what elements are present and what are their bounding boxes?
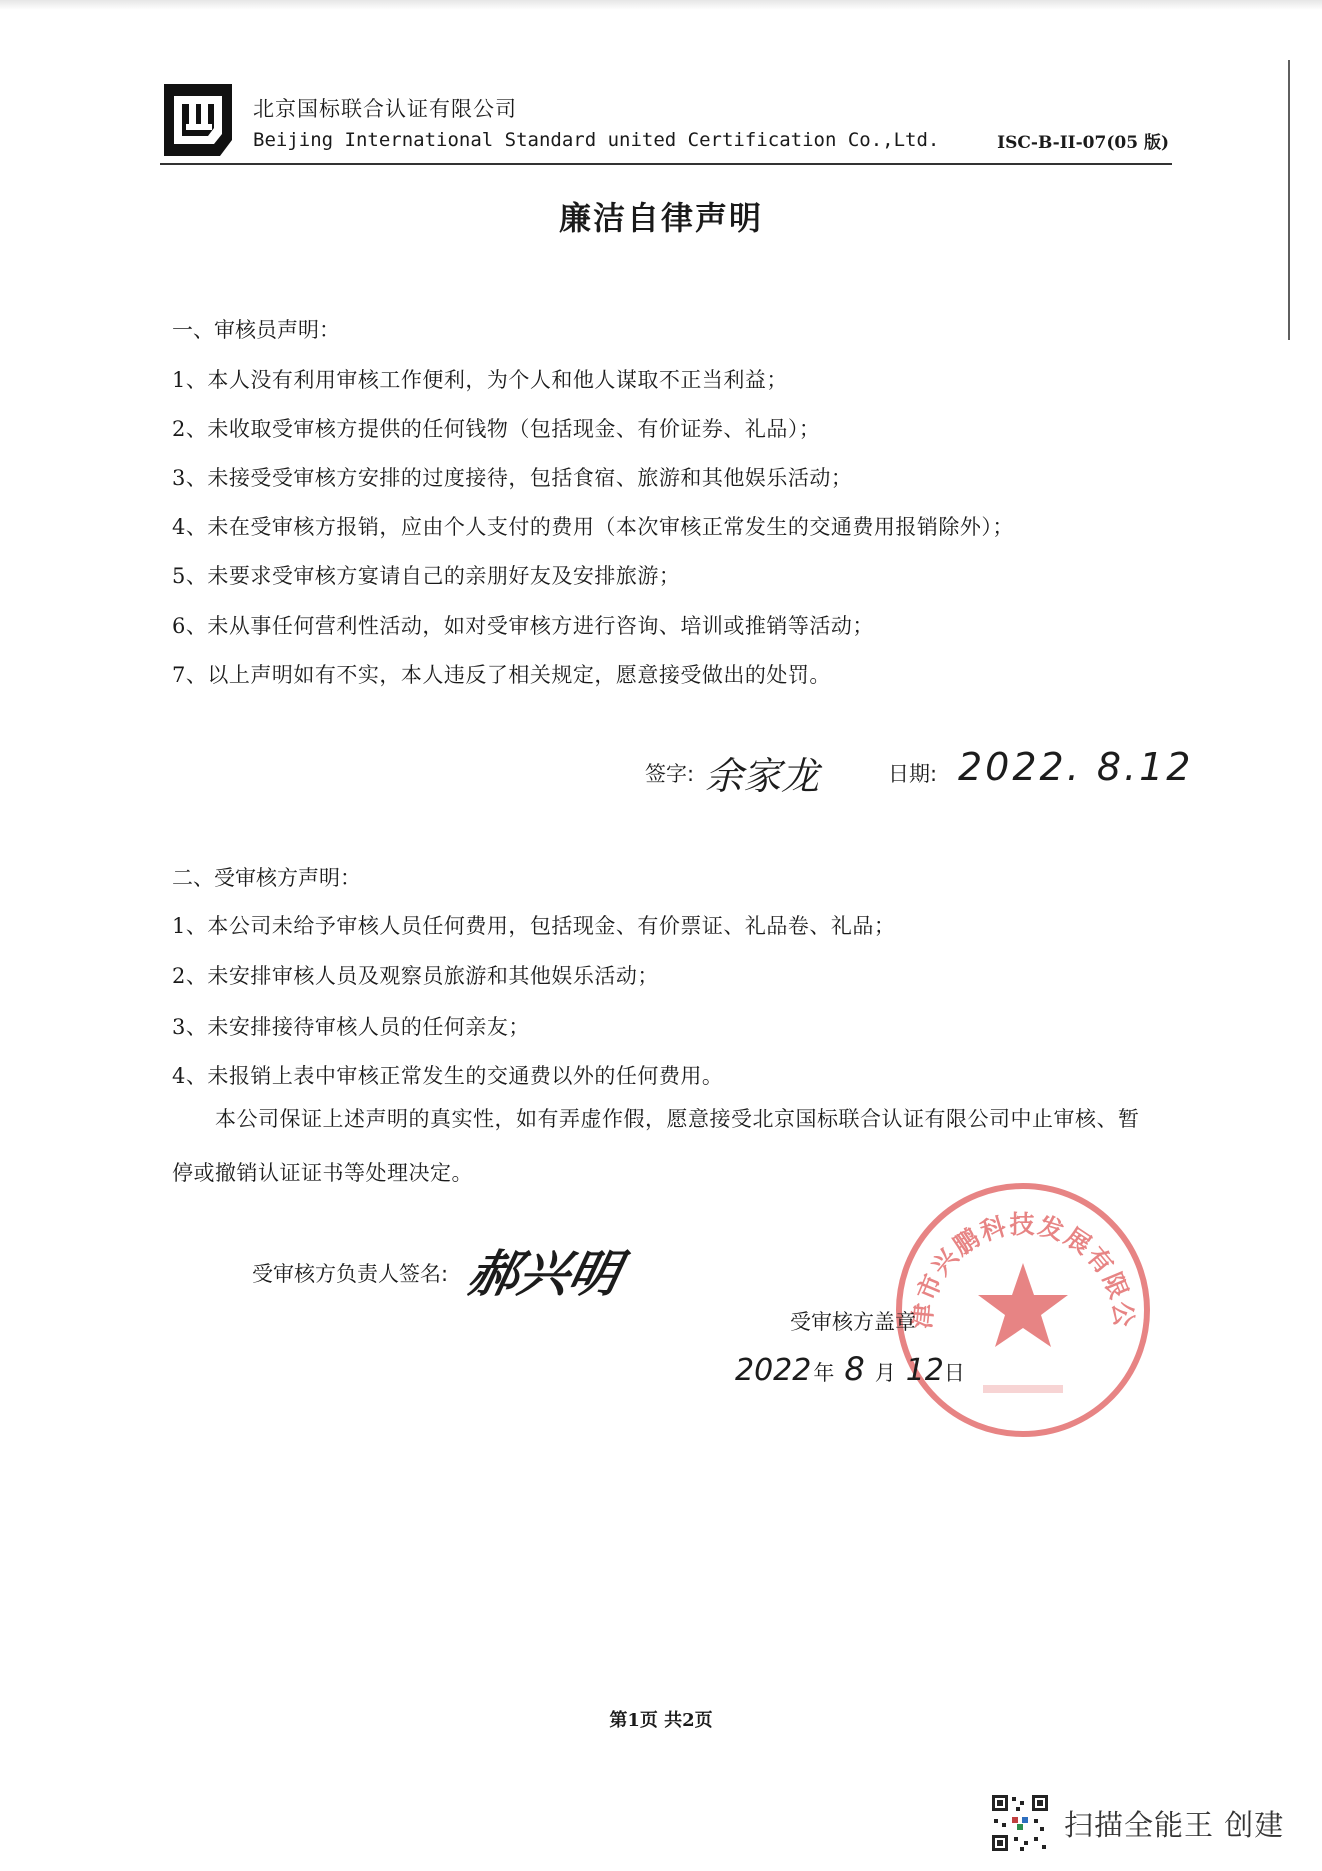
auditee-item: 2、未安排审核人员及观察员旅游和其他娱乐活动； xyxy=(172,964,659,988)
header-divider xyxy=(160,163,1172,165)
company-name-en: Beijing International Standard united Certification Co.,Ltd. xyxy=(253,129,940,151)
day-char: 日 xyxy=(943,1361,965,1385)
qr-code-icon xyxy=(990,1793,1050,1853)
auditee-date xyxy=(735,1350,965,1388)
auditor-section-heading: 一、审核员声明： xyxy=(172,318,340,342)
responsible-signature: 郝兴明 xyxy=(462,1245,626,1303)
date-day: 12 xyxy=(905,1353,944,1388)
auditor-item: 2、未收取受审核方提供的任何钱物（包括现金、有价证券、礼品）； xyxy=(172,417,821,441)
auditor-item: 5、未要求受审核方宴请自己的亲朋好友及安排旅游； xyxy=(172,564,681,588)
seal-label: 受审核方盖章 xyxy=(790,1310,916,1334)
date-month: 8 xyxy=(844,1350,865,1388)
year-char: 年 xyxy=(813,1361,835,1385)
auditor-signature-label: 签字: xyxy=(645,762,695,786)
page-number: 第1页 共2页 xyxy=(609,1710,713,1731)
seal-arc-text: 津市兴鹏科技发展有限公 xyxy=(907,1210,1139,1330)
auditee-item: 4、未报销上表中审核正常发生的交通费以外的任何费用。 xyxy=(172,1064,724,1088)
auditee-item: 3、未安排接待审核人员的任何亲友； xyxy=(172,1015,530,1039)
auditee-section-heading: 二、受审核方声明： xyxy=(172,866,361,890)
auditor-item: 4、未在受审核方报销，应由个人支付的费用（本次审核正常发生的交通费用报销除外）； xyxy=(172,515,1014,539)
scan-shadow xyxy=(0,0,1322,10)
company-logo xyxy=(160,78,238,162)
auditee-item: 1、本公司未给予审核人员任何费用，包括现金、有价票证、礼品卷、礼品； xyxy=(172,914,896,938)
auditor-item: 7、以上声明如有不实，本人违反了相关规定，愿意接受做出的处罚。 xyxy=(172,663,831,687)
auditor-signature: 余家龙 xyxy=(705,754,820,798)
scanner-watermark-text: 扫描全能王 创建 xyxy=(1064,1807,1285,1842)
scanner-watermark xyxy=(990,1792,1284,1854)
star-icon xyxy=(978,1263,1068,1347)
auditor-date: 2022. 8.12 xyxy=(958,745,1194,789)
form-code: ISC-B-II-07(05 版) xyxy=(997,133,1169,153)
document-title: 廉洁自律声明 xyxy=(558,199,763,237)
auditor-date-label: 日期: xyxy=(888,762,938,786)
company-name-cn: 北京国标联合认证有限公司 xyxy=(253,97,517,121)
date-year: 2022 xyxy=(735,1353,812,1388)
responsible-signature-label: 受审核方负责人签名: xyxy=(252,1262,449,1286)
company-seal xyxy=(888,1175,1158,1445)
auditor-item: 3、未接受受审核方安排的过度接待，包括食宿、旅游和其他娱乐活动； xyxy=(172,466,853,490)
auditor-item: 6、未从事任何营利性活动，如对受审核方进行咨询、培训或推销等活动； xyxy=(172,614,874,638)
guarantee-paragraph-line: 本公司保证上述声明的真实性，如有弄虚作假，愿意接受北京国标联合认证有限公司中止审核、暂 xyxy=(215,1107,1140,1131)
month-char: 月 xyxy=(874,1361,896,1385)
auditor-item: 1、本人没有利用审核工作便利，为个人和他人谋取不正当利益； xyxy=(172,368,788,392)
guarantee-paragraph-line: 停或撤销认证证书等处理决定。 xyxy=(172,1161,473,1185)
